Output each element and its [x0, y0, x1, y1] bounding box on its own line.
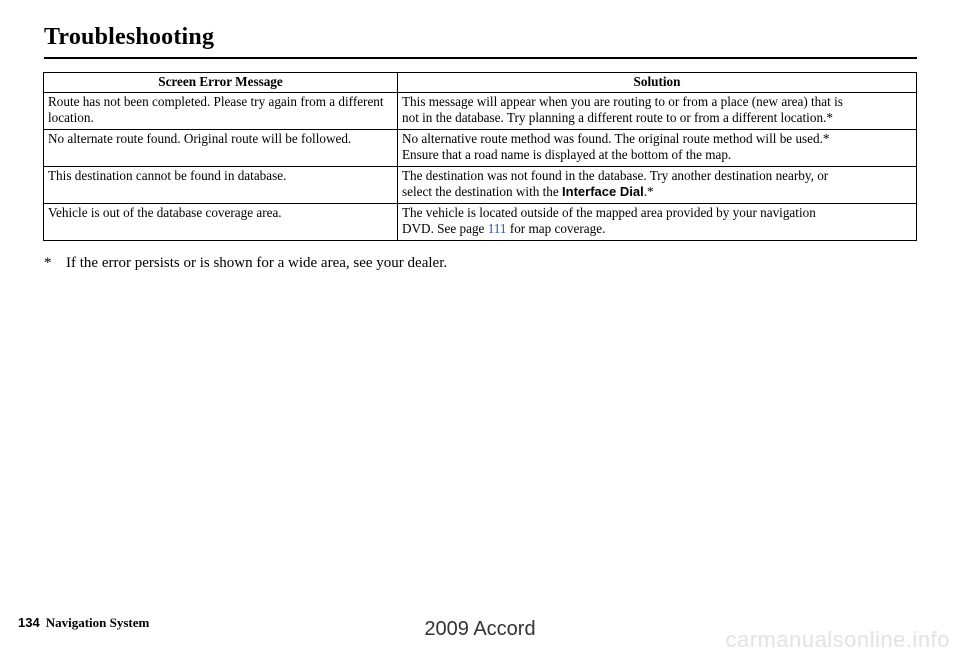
model-watermark: 2009 Accord — [424, 618, 536, 640]
solution-line: not in the database. Try planning a different route to or from a different location.* — [402, 110, 833, 125]
error-message-cell: No alternate route found. Original route will be followed. — [44, 130, 398, 167]
solution-line: This message will appear when you are routing to or from a place (new area) that is — [402, 94, 843, 109]
table-row — [44, 93, 917, 130]
solution-line: No alternative route method was found. The original route method will be used.* — [402, 131, 830, 146]
solution-text: DVD. See page — [402, 221, 488, 236]
page-111-link[interactable]: 111 — [487, 221, 507, 236]
error-message-cell: This destination cannot be found in database. — [44, 167, 398, 204]
header-solution: Solution — [398, 73, 917, 93]
solution-line: The vehicle is located outside of the mapped area provided by your navigation — [402, 205, 816, 220]
solution-line — [402, 221, 912, 237]
error-message-cell: Vehicle is out of the database coverage area. — [44, 204, 398, 241]
title-divider — [44, 57, 917, 59]
interface-dial-term: Interface Dial — [562, 184, 644, 199]
footer-section: Navigation System — [45, 615, 150, 630]
solution-line: Ensure that a road name is displayed at the bottom of the map. — [402, 147, 732, 162]
footnote-text: If the error persists or is shown for a wide area, see your dealer. — [66, 255, 448, 271]
solution-text: .* — [643, 184, 654, 199]
solution-cell — [398, 93, 917, 130]
solution-line — [402, 184, 912, 200]
solution-line: The destination was not found in the database. Try another destination nearby, or — [402, 168, 829, 183]
solution-cell — [398, 204, 917, 241]
solution-cell — [398, 167, 917, 204]
error-message-cell: Route has not been completed. Please try again from a different location. — [44, 93, 398, 130]
footnote — [44, 255, 447, 272]
table-row — [44, 130, 917, 167]
solution-text: select the destination with the — [402, 184, 563, 199]
table-header-row — [44, 73, 917, 93]
table-row — [44, 204, 917, 241]
page-number: 134 — [18, 615, 40, 630]
page-title: Troubleshooting — [44, 24, 215, 50]
header-screen-error-message: Screen Error Message — [44, 73, 398, 93]
error-message-table — [43, 72, 917, 241]
solution-text: for map coverage. — [506, 221, 606, 236]
table-row — [44, 167, 917, 204]
site-watermark: carmanualsonline.info — [725, 627, 950, 652]
solution-cell — [398, 130, 917, 167]
footnote-mark: * — [44, 255, 52, 271]
